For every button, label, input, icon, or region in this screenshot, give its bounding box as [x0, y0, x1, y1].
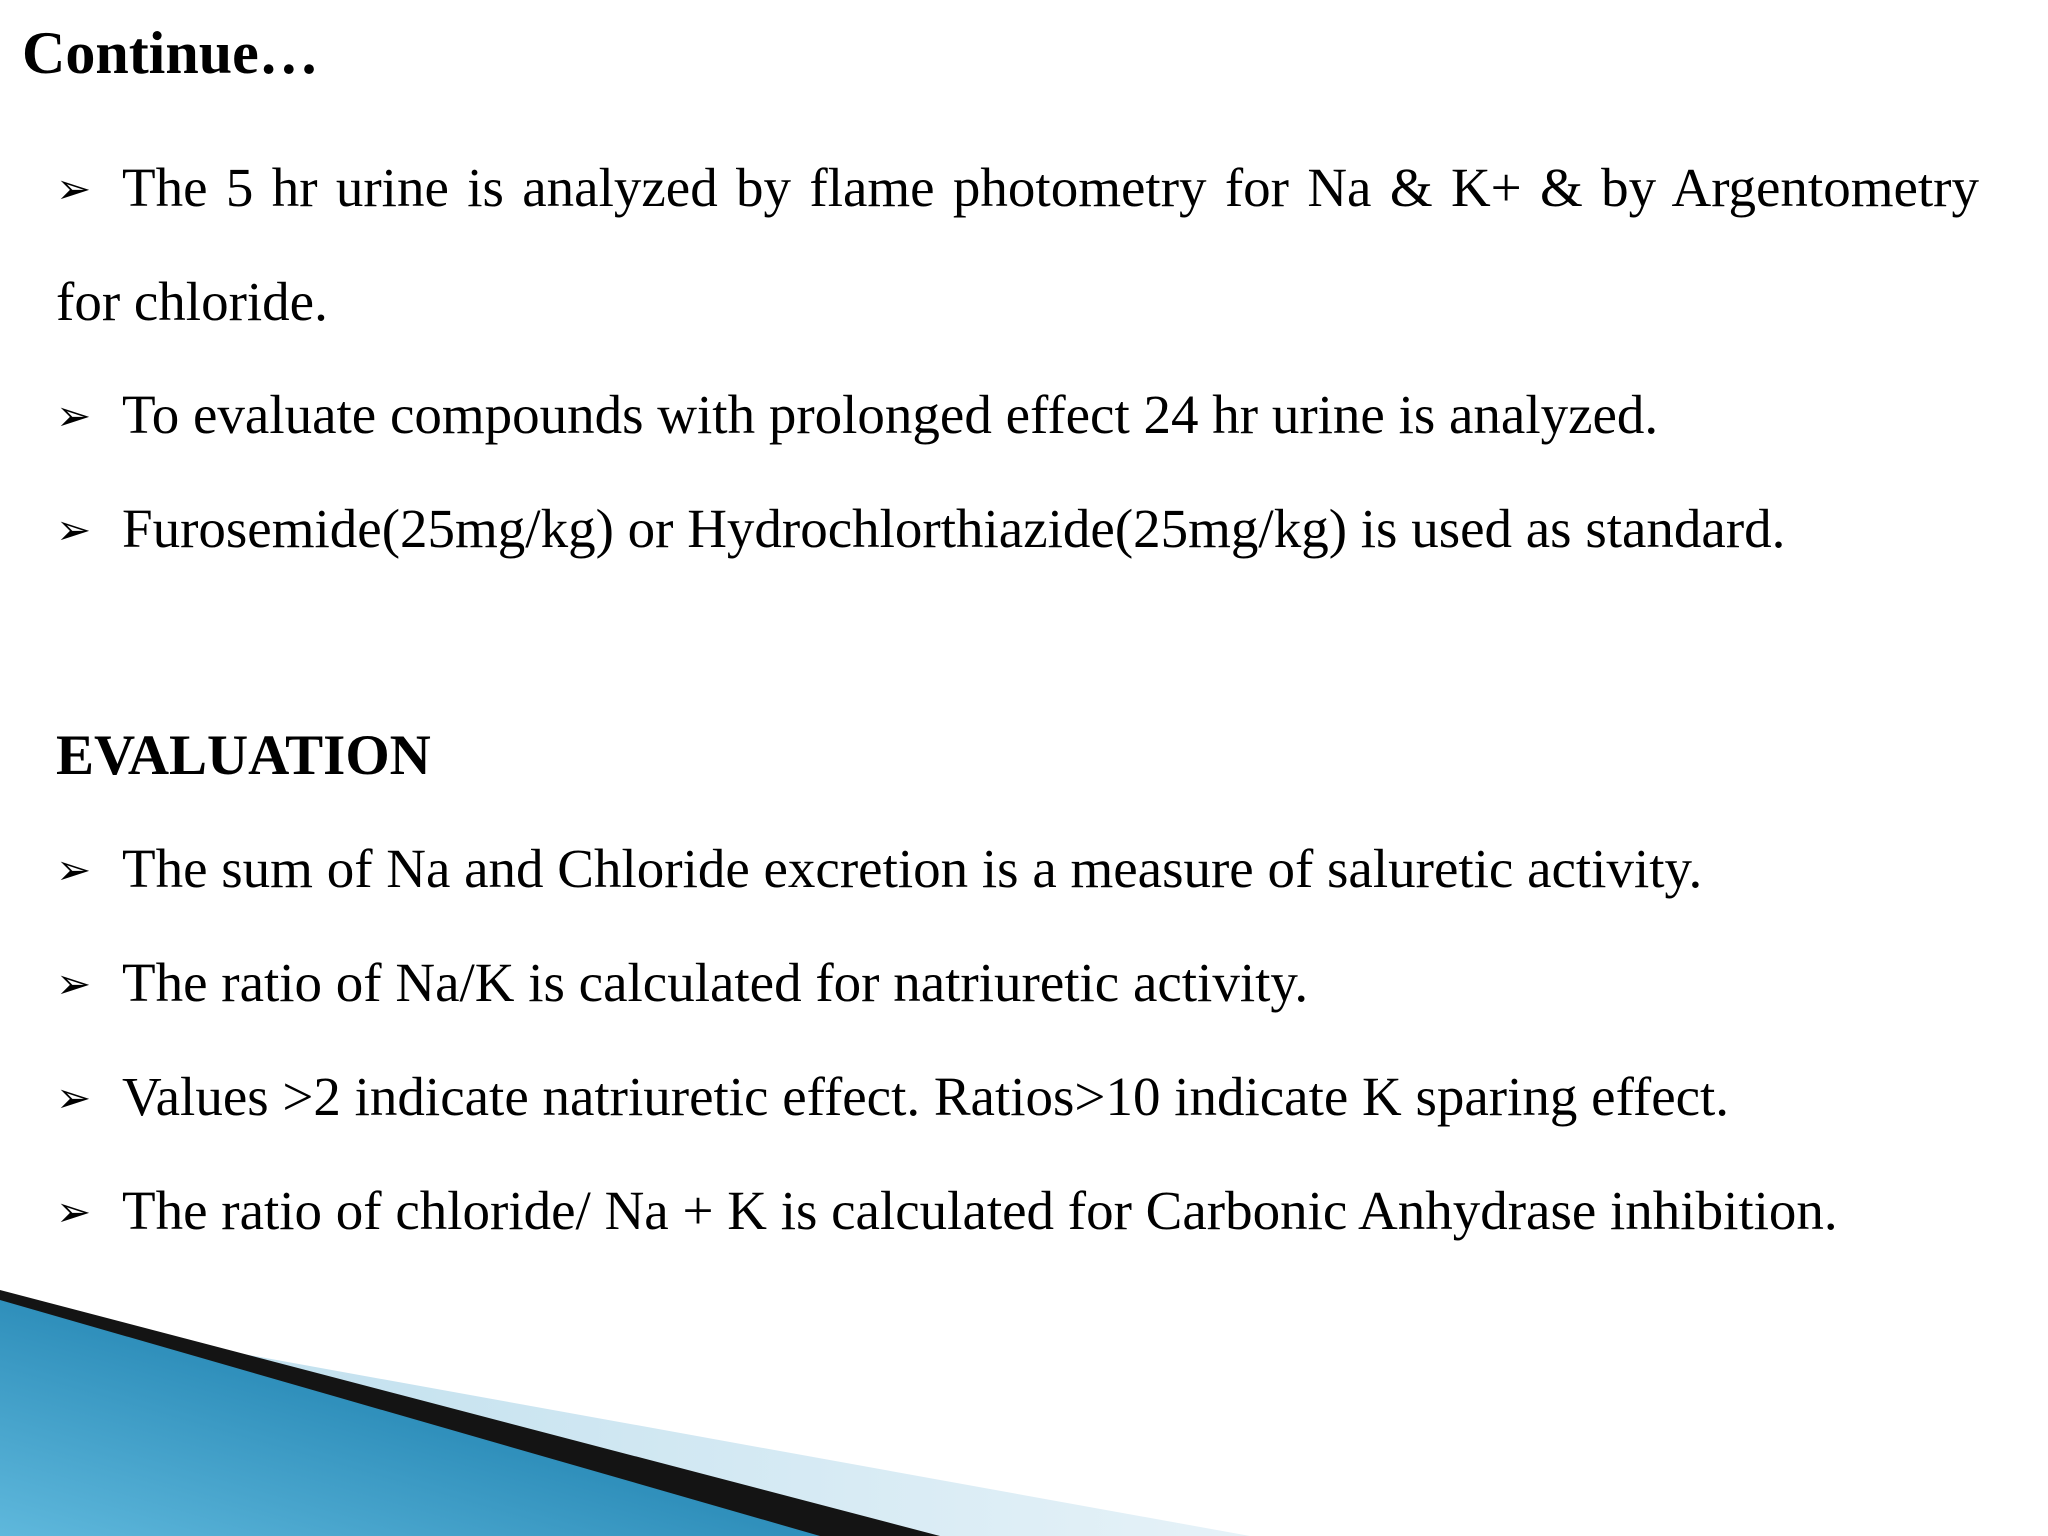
bullet-text: The 5 hr urine is analyzed by flame photometry for Na & K+ & by Argentometry for chloride.	[56, 157, 1979, 332]
bullet-point	[56, 812, 1979, 926]
spacer	[56, 586, 1979, 699]
bullet-text: The ratio of chloride/ Na + K is calculated for Carbonic Anhydrase inhibition.	[122, 1180, 1838, 1241]
bullet-text: The ratio of Na/K is calculated for natriuretic activity.	[122, 952, 1309, 1013]
bullet-point	[56, 926, 1979, 1040]
arrow-bullet-icon: ➢	[56, 845, 92, 894]
arrow-bullet-icon: ➢	[56, 959, 92, 1008]
bullet-text: The sum of Na and Chloride excretion is a measure of saluretic activity.	[122, 838, 1703, 899]
bullet-point	[56, 358, 1979, 472]
bullet-text: Furosemide(25mg/kg) or Hydrochlorthiazide(25mg/kg) is used as standard.	[122, 498, 1786, 559]
bullet-point	[56, 131, 1979, 358]
arrow-bullet-icon: ➢	[56, 1073, 92, 1122]
bullet-text: Values >2 indicate natriuretic effect. Ratios>10 indicate K sparing effect.	[122, 1066, 1730, 1127]
arrow-bullet-icon: ➢	[56, 505, 92, 554]
bullet-point	[56, 472, 1979, 586]
slide-title: Continue…	[22, 20, 319, 86]
slide-body	[56, 131, 1979, 1268]
arrow-bullet-icon: ➢	[56, 391, 92, 440]
arrow-bullet-icon: ➢	[56, 1187, 92, 1236]
bullet-point	[56, 1040, 1979, 1154]
arrow-bullet-icon: ➢	[56, 164, 92, 213]
bullet-text: To evaluate compounds with prolonged effect 24 hr urine is analyzed.	[122, 384, 1659, 445]
bullet-point	[56, 1154, 1979, 1268]
evaluation-heading: EVALUATION	[56, 724, 431, 787]
